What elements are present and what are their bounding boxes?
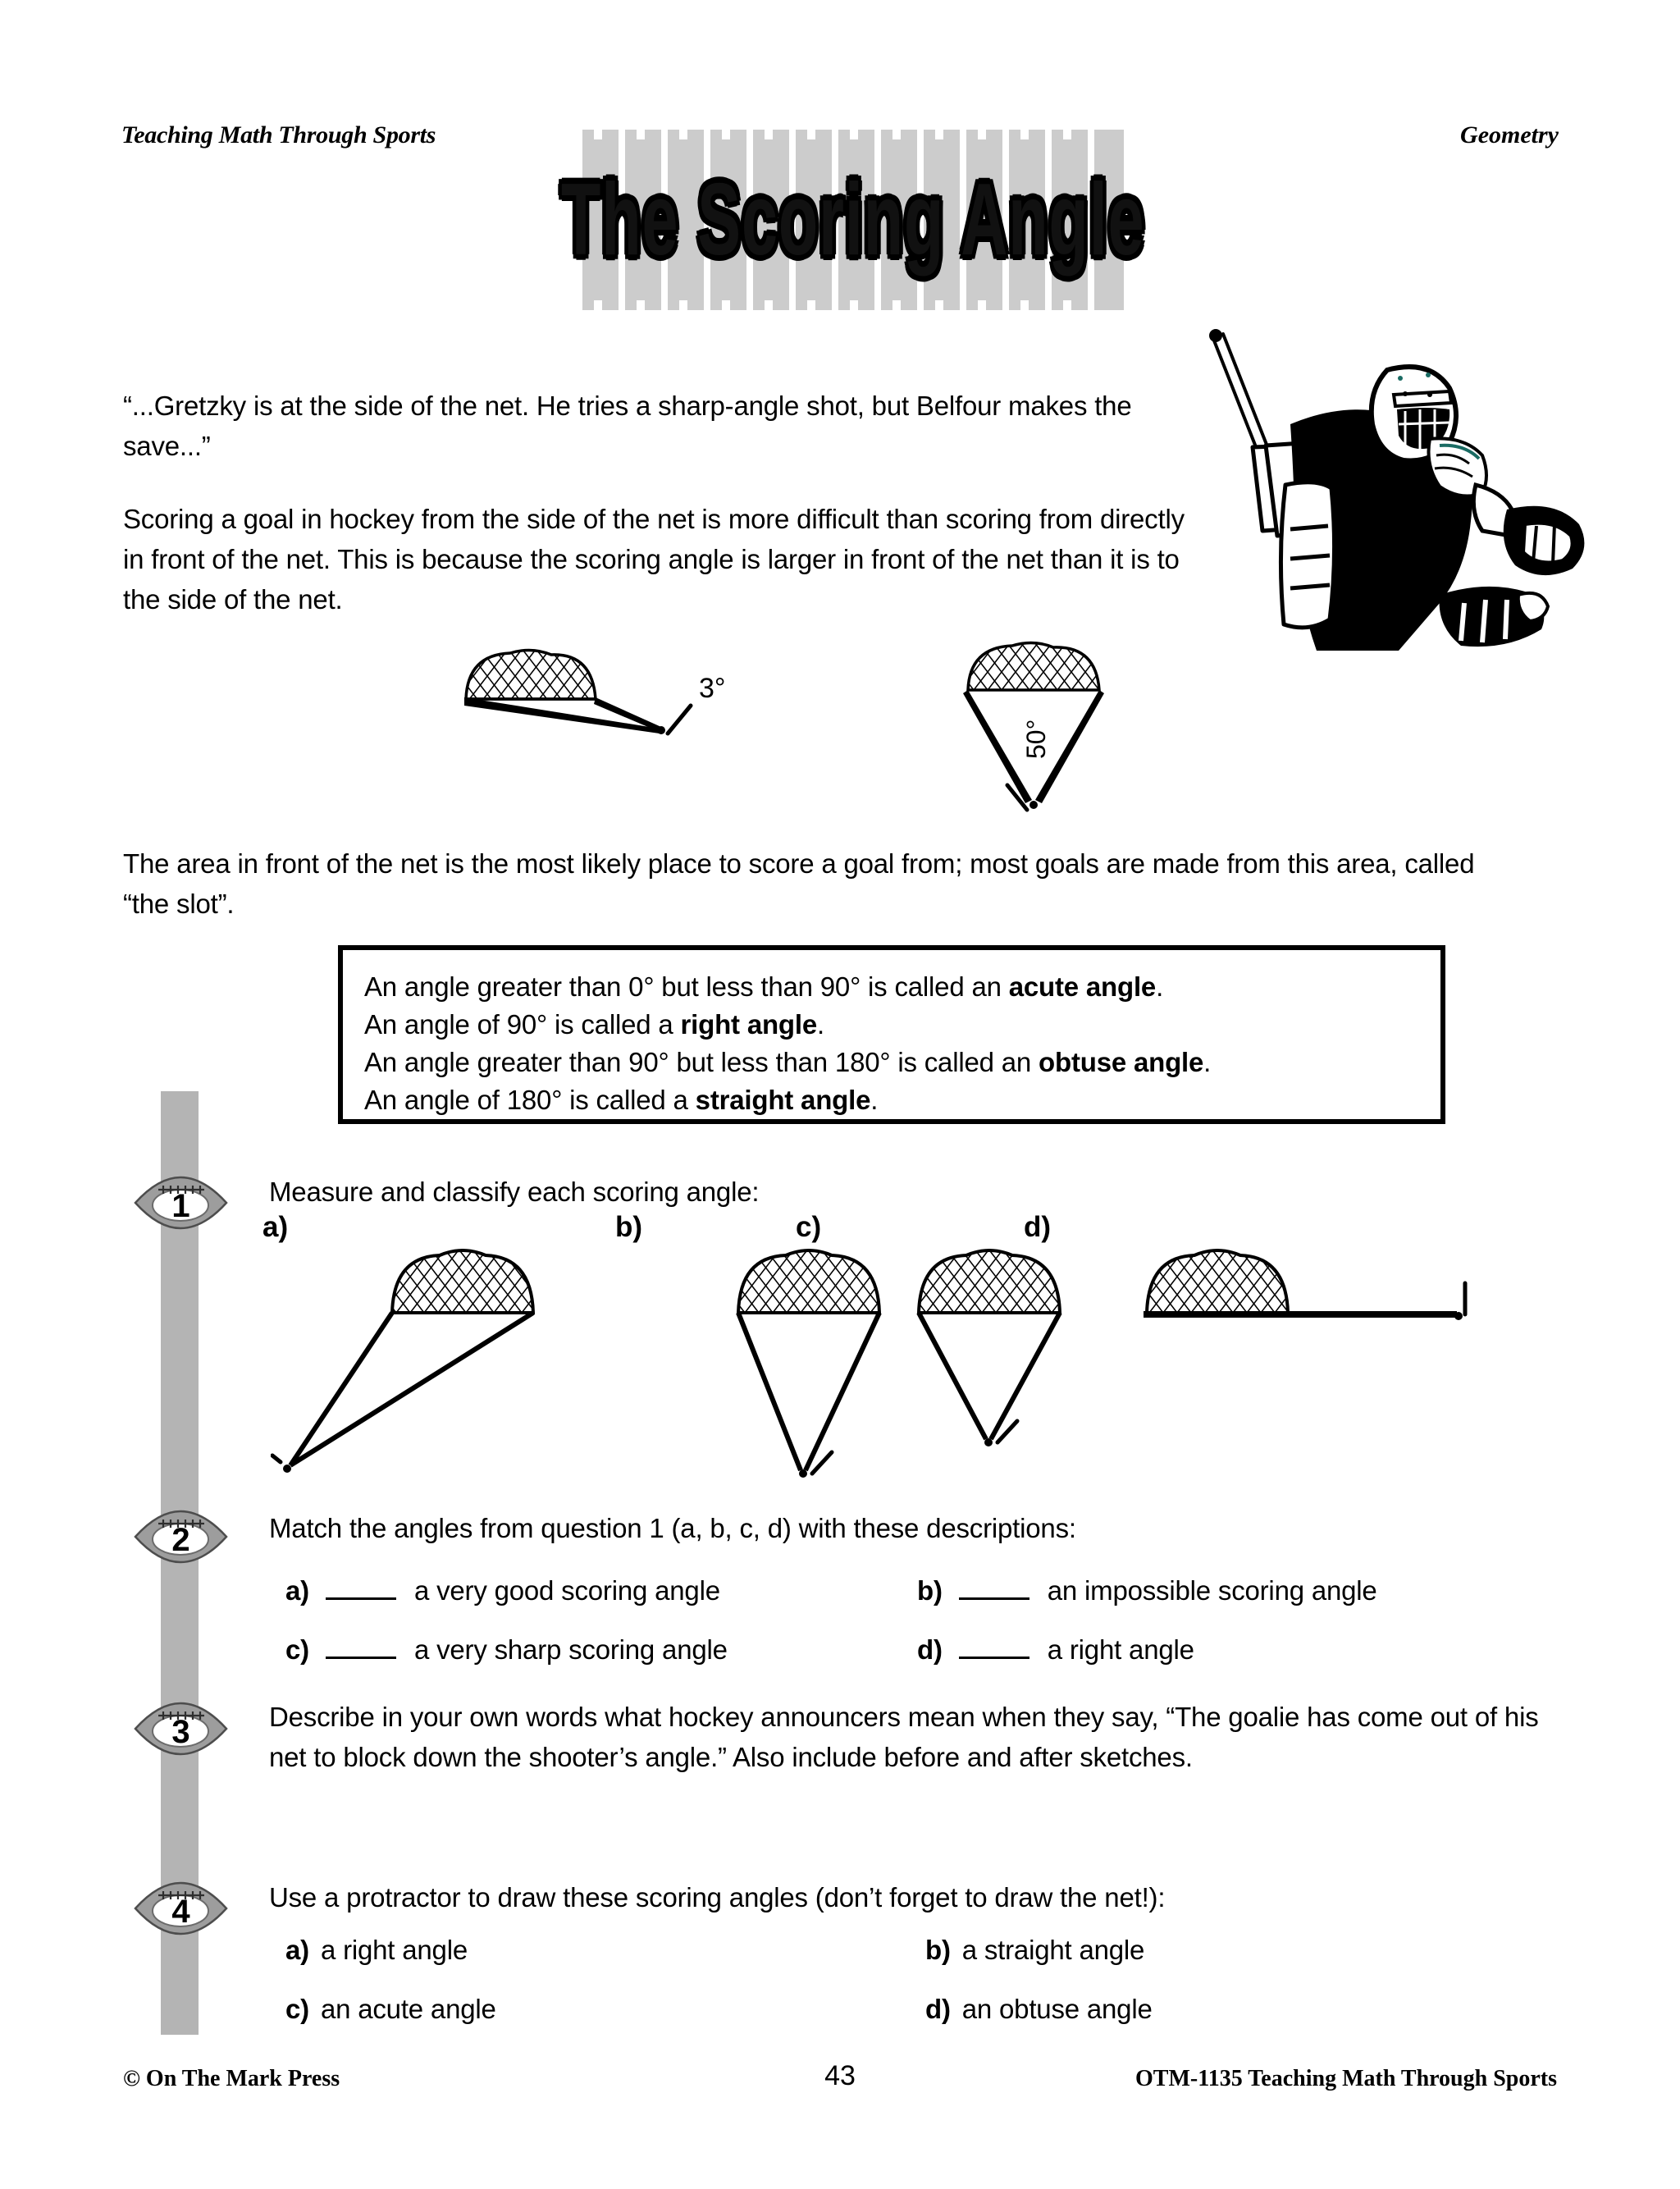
scoring-angle-figures-icon	[271, 1222, 1600, 1485]
answer-blank[interactable]	[959, 1635, 1029, 1659]
definition-before: An angle greater than 90° but less than 180° is called an	[364, 1047, 1039, 1077]
question-1-figures	[262, 1211, 1600, 1485]
definition-term: obtuse angle	[1039, 1047, 1204, 1077]
answer-blank[interactable]	[959, 1576, 1029, 1600]
item-label: a)	[285, 1935, 309, 1965]
definition-after: .	[870, 1085, 879, 1115]
answer-blank[interactable]	[326, 1635, 396, 1659]
item-text: a right angle	[320, 1935, 468, 1965]
question-badge-1	[134, 1174, 228, 1232]
definition-line	[364, 968, 1440, 1006]
definition-before: An angle of 90° is called a	[364, 1009, 681, 1040]
item-label: b)	[925, 1935, 951, 1965]
definition-before: An angle of 180° is called a	[364, 1085, 696, 1115]
gretzky-quote: “...Gretzky is at the side of the net. He tries a sharp-angle shot, but Belfour makes the save...”	[123, 391, 1132, 461]
question-badge-2	[134, 1508, 228, 1565]
item-text: an impossible scoring angle	[1047, 1575, 1377, 1606]
question-badge-4	[134, 1880, 228, 1937]
question-number: 2	[171, 1521, 190, 1558]
question-2-item-b[interactable]	[917, 1575, 1377, 1606]
item-text: a very sharp scoring angle	[413, 1634, 728, 1665]
definition-term: acute angle	[1008, 971, 1157, 1002]
header-series-title: Teaching Math Through Sports	[121, 121, 436, 149]
example-narrow-angle-diagram	[459, 640, 853, 837]
answer-blank[interactable]	[326, 1576, 396, 1600]
item-label: c)	[285, 1994, 309, 2024]
definition-line	[364, 1081, 1440, 1119]
question-2-prompt: Match the angles from question 1 (a, b, c, d) with these descriptions:	[269, 1513, 1076, 1543]
question-number: 4	[171, 1893, 190, 1930]
question-2-item-a[interactable]	[285, 1575, 720, 1606]
question-2-item-c[interactable]	[285, 1634, 728, 1666]
page-title: The Scoring Angle	[561, 162, 1145, 276]
figure-label-d: d)	[1024, 1211, 1052, 1243]
definition-before: An angle greater than 0° but less than 90° is called an	[364, 971, 1009, 1002]
figure-label-c: c)	[796, 1211, 822, 1243]
question-4-item-b	[925, 1935, 1144, 1966]
definition-after: .	[1203, 1047, 1212, 1077]
definition-term: straight angle	[695, 1085, 871, 1115]
wide-angle-net-icon	[960, 636, 1206, 841]
question-badge-3	[134, 1700, 228, 1757]
narrow-angle-net-icon	[459, 640, 853, 837]
definition-line	[364, 1044, 1440, 1081]
footer-page-number: 43	[824, 2060, 856, 2091]
question-number: 3	[171, 1713, 190, 1750]
question-4-item-a	[285, 1935, 468, 1966]
hockey-goalie-illustration	[1194, 324, 1612, 660]
item-label: c)	[285, 1634, 309, 1665]
figure-label-a: a)	[262, 1211, 289, 1243]
figure-label-b: b)	[615, 1211, 643, 1243]
footer-copyright: © On The Mark Press	[123, 2066, 340, 2091]
narrow-angle-value: 3°	[699, 673, 726, 704]
item-label: a)	[285, 1575, 309, 1606]
title-banner	[561, 130, 1145, 310]
definition-line	[364, 1006, 1440, 1044]
question-4-item-d	[925, 1994, 1153, 2025]
page-title-wrap	[561, 130, 1145, 310]
definition-after: .	[1156, 971, 1164, 1002]
angle-definitions-box	[338, 945, 1445, 1124]
item-text: a straight angle	[961, 1935, 1145, 1965]
item-text: a very good scoring angle	[413, 1575, 720, 1606]
question-3-prompt: Describe in your own words what hockey announcers mean when they say, “The goalie has come out of his net to block down the shooter’s angle.” Also include before and after sketches.	[269, 1702, 1539, 1772]
header-subject: Geometry	[1460, 121, 1559, 149]
item-text: an acute angle	[320, 1994, 496, 2024]
item-label: d)	[917, 1634, 943, 1665]
question-4-prompt: Use a protractor to draw these scoring angles (don’t forget to draw the net!):	[269, 1882, 1166, 1913]
example-wide-angle-diagram	[960, 636, 1206, 841]
definition-after: .	[817, 1009, 824, 1040]
footer-product-code: OTM-1135 Teaching Math Through Sports	[1135, 2066, 1557, 2091]
question-2-item-d[interactable]	[917, 1634, 1194, 1666]
item-label: d)	[925, 1994, 951, 2024]
definition-term: right angle	[680, 1009, 818, 1040]
item-text: a right angle	[1047, 1634, 1194, 1665]
wide-angle-value: 50°	[1021, 719, 1051, 759]
question-1-prompt: Measure and classify each scoring angle:	[269, 1177, 760, 1207]
scoring-explanation: Scoring a goal in hockey from the side of the net is more difficult than scoring from directly in front of the net. This is because the scoring angle is larger in front of the net than it is to the side of the net.	[123, 504, 1185, 615]
question-number: 1	[171, 1187, 190, 1224]
item-label: b)	[917, 1575, 943, 1606]
goalie-icon	[1194, 324, 1612, 660]
question-4-item-c	[285, 1994, 496, 2025]
slot-explanation: The area in front of the net is the most likely place to score a goal from; most goals are made from this area, called “the slot”.	[123, 848, 1475, 919]
item-text: an obtuse angle	[961, 1994, 1153, 2024]
